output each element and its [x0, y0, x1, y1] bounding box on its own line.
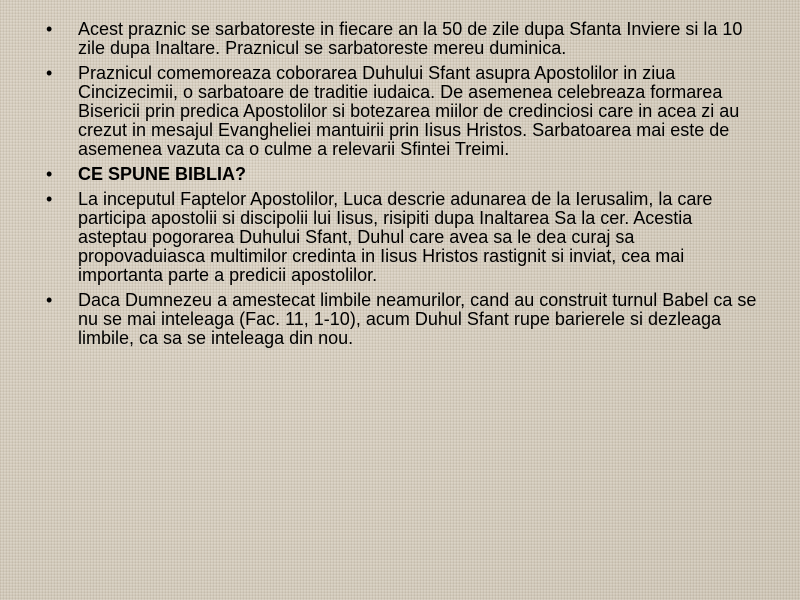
bullet-item	[46, 64, 766, 159]
bullet-dot-icon: •	[46, 290, 53, 310]
bullet-text: La inceputul Faptelor Apostolilor, Luca descrie adunarea de la Ierusalim, la care participa apostolii si discipolii lui Iisus, risipiti dupa Inaltarea Sa la cer. Acestia asteptau pogorarea Duhului Sfant, Duhul care avea sa le dea curaj sa propovaduiasca multimilor credinta in Iisus Hristos rastignit si inviat, cea mai importanta parte a predicii apostolilor.	[78, 189, 713, 285]
bullet-text: Acest praznic se sarbatoreste in fiecare an la 50 de zile dupa Sfanta Inviere si la 10 zile dupa Inaltare. Praznicul se sarbatoreste mereu duminica.	[78, 19, 743, 58]
bullet-item	[46, 190, 766, 285]
bullet-item	[46, 291, 766, 348]
bullet-text: Praznicul comemoreaza coborarea Duhului Sfant asupra Apostolilor in ziua Cincizecimii, o sarbatoare de traditie iudaica. De asemenea celebreaza formarea Bisericii prin predica Apostolilor si botezarea miilor de credinciosi care in acea zi au crezut in mesajul Evangheliei mantuirii prin Iisus Hristos. Sarbatoarea mai este de asemenea vazuta ca o culme a relevarii Sfintei Treimi.	[78, 63, 740, 159]
section-heading: CE SPUNE BIBLIA?	[78, 164, 247, 184]
bullet-dot-icon: •	[46, 164, 53, 184]
bullet-item	[46, 20, 766, 58]
bullet-dot-icon: •	[46, 19, 53, 39]
bullet-item	[46, 165, 766, 184]
bullet-dot-icon: •	[46, 189, 53, 209]
bullet-list	[46, 20, 766, 354]
bullet-dot-icon: •	[46, 63, 53, 83]
bullet-text: Daca Dumnezeu a amestecat limbile neamurilor, cand au construit turnul Babel ca se nu se mai inteleaga (Fac. 11, 1-10), acum Duhul Sfant rupe barierele si dezleaga limbile, ca sa se inteleaga din nou.	[78, 290, 757, 348]
